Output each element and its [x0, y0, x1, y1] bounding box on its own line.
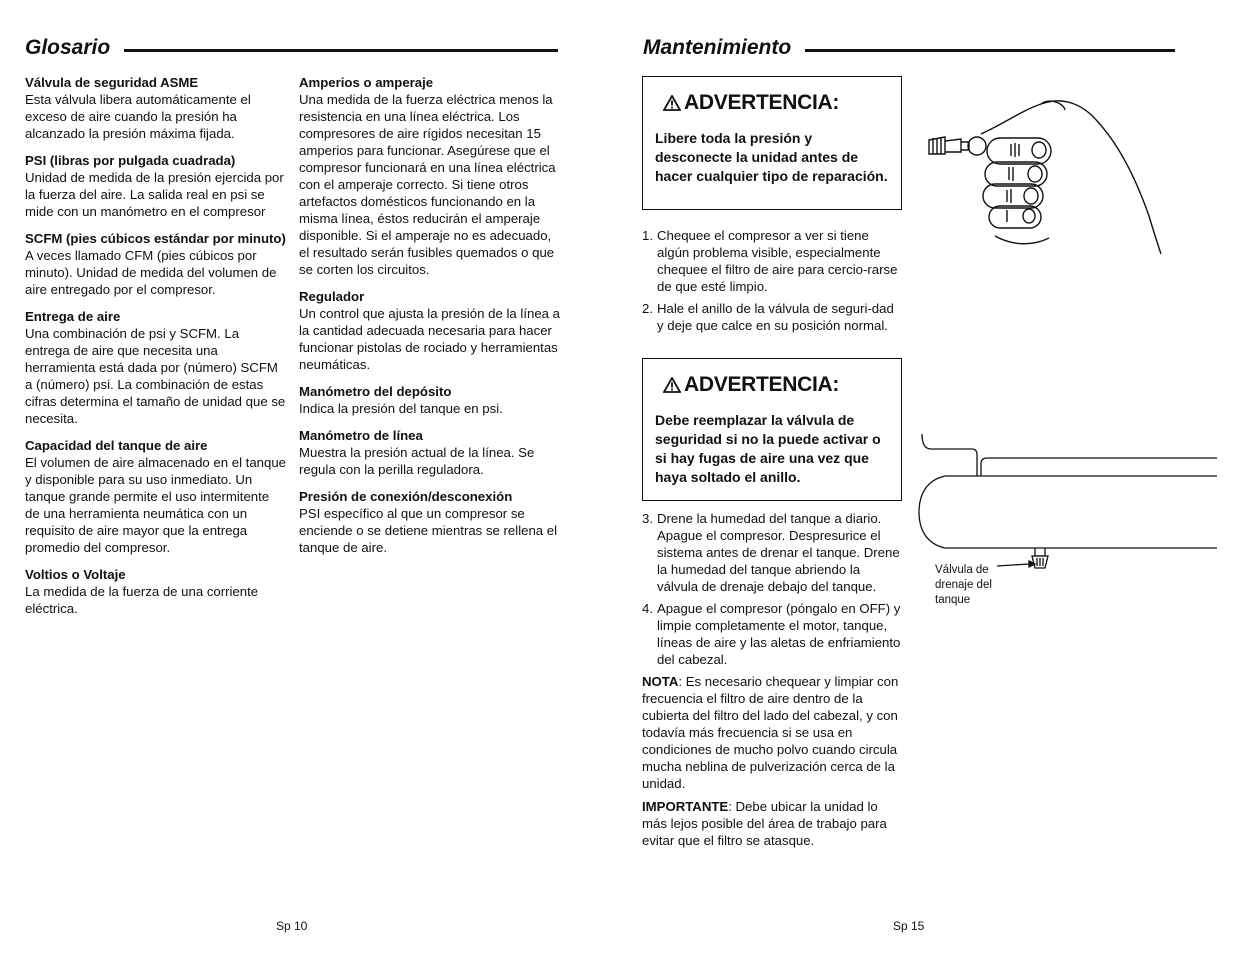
warning-title-text: ADVERTENCIA:	[684, 373, 840, 396]
step-number: 4.	[642, 601, 653, 616]
step-item	[642, 510, 904, 595]
glossary-term: Regulador	[299, 289, 365, 304]
caption-line: Válvula de	[935, 564, 989, 576]
warning-title-text: ADVERTENCIA:	[684, 91, 840, 114]
glossary-column-1	[25, 74, 287, 627]
glossary-definition: Indica la presión del tanque en psi.	[299, 401, 503, 416]
glossary-definition: PSI específico al que un compresor se enciende o se detiene mientras se rellena el tanque de aire.	[299, 506, 558, 555]
steps-list-a	[642, 227, 904, 339]
glossary-entry	[25, 437, 287, 556]
page-number-right: Sp 15	[893, 919, 925, 933]
step-item	[642, 300, 904, 334]
warning-box-1	[642, 76, 902, 210]
glossary-term: Manómetro de línea	[299, 428, 423, 443]
warning-body: Libere toda la presión y desconecte la unidad antes de hacer cualquier tipo de reparación.	[655, 130, 888, 184]
step-text: Hale el anillo de la válvula de seguri-dad y deje que calce en su posición normal.	[657, 301, 894, 333]
glossary-term: Presión de conexión/desconexión	[299, 489, 513, 504]
step-number: 1.	[642, 228, 653, 243]
glossary-term: Capacidad del tanque de aire	[25, 438, 208, 453]
warning-box-2	[642, 358, 902, 501]
glossary-definition: Un control que ajusta la presión de la línea a la cantidad adecuada necesaria para hacer funcionar pistolas de rociado y herramientas neumáticas.	[299, 306, 560, 372]
glossary-entry	[25, 308, 287, 427]
step-number: 3.	[642, 511, 653, 526]
importante-text: : Debe ubicar la unidad lo más lejos posible del área de trabajo para evitar que el filtro se atasque.	[642, 799, 887, 848]
step-item	[642, 227, 904, 295]
glossary-term: Válvula de seguridad ASME	[25, 75, 199, 90]
step-item	[642, 600, 904, 668]
importante-label: IMPORTANTE	[642, 799, 729, 814]
right-page	[617, 0, 1235, 954]
mantenimiento-header	[643, 36, 1175, 60]
tank-drain-valve-illustration	[917, 424, 1217, 574]
glossary-term: SCFM (pies cúbicos estándar por minuto)	[25, 231, 286, 246]
header-rule	[124, 49, 558, 52]
glossary-entry	[299, 383, 561, 417]
step-number: 2.	[642, 301, 653, 316]
page-number-left: Sp 10	[276, 919, 308, 933]
importante-paragraph	[642, 798, 904, 849]
nota-text: : Es necesario chequear y limpiar con frecuencia el filtro de aire dentro de la cubierta del filtro del lado del cabezal, y con todavía más frecuencia si se usa en condiciones de mucho polvo cuando circula mucha neblina de pulverización cerca de la unidad.	[642, 674, 899, 791]
glossary-definition: Unidad de medida de la presión ejercida por la fuerza del aire. La salida real en psi se mide con un manómetro en el compresor	[25, 170, 284, 219]
glossary-term: Voltios o Voltaje	[25, 567, 126, 582]
glossary-entry	[299, 488, 561, 556]
hand-pulling-valve-ring-illustration	[923, 96, 1193, 256]
glosario-header	[25, 36, 558, 60]
warning-triangle-icon	[663, 95, 681, 111]
nota-label: NOTA	[642, 674, 679, 689]
glossary-definition: Muestra la presión actual de la línea. Se regula con la perilla reguladora.	[299, 445, 535, 477]
glossary-entry	[25, 566, 287, 617]
glossary-column-2	[299, 74, 561, 566]
nota-paragraph	[642, 673, 904, 792]
warning-body: Debe reemplazar la válvula de seguridad si no la puede activar o si hay fugas de aire una vez que haya soltado el anillo.	[655, 412, 881, 485]
caption-line: tanque	[935, 594, 971, 606]
header-rule	[805, 49, 1175, 52]
glossary-definition: A veces llamado CFM (pies cúbicos por minuto). Unidad de medida del volumen de aire entregado por el compresor.	[25, 248, 277, 297]
glossary-definition: Esta válvula libera automáticamente el exceso de aire cuando la presión ha alcanzado la presión máxima fijada.	[25, 92, 251, 141]
glossary-entry	[299, 288, 561, 373]
glossary-definition: La medida de la fuerza de una corriente eléctrica.	[25, 584, 259, 616]
warning-title	[663, 91, 889, 115]
glossary-term: PSI (libras por pulgada cuadrada)	[25, 153, 236, 168]
page-title-mantenimiento: Mantenimiento	[643, 36, 792, 59]
glossary-entry	[299, 74, 561, 278]
left-page	[0, 0, 617, 954]
glossary-definition: El volumen de aire almacenado en el tanque y disponible para su uso inmediato. Un tanque grande permite el uso intermitente de una herramienta neumática con un requisito de aire mayor que la entrega promedio del compresor.	[25, 455, 286, 555]
drain-valve-caption	[935, 563, 992, 608]
glossary-term: Manómetro del depósito	[299, 384, 452, 399]
glossary-entry	[25, 74, 287, 142]
glossary-term: Entrega de aire	[25, 309, 121, 324]
glossary-entry	[299, 427, 561, 478]
page-title-glosario: Glosario	[25, 36, 111, 59]
glossary-entry	[25, 152, 287, 220]
glossary-term: Amperios o amperaje	[299, 75, 434, 90]
step-text: Drene la humedad del tanque a diario. Apague el compresor. Despresurice el sistema antes de drenar el tanque. Drene la humedad del tanque abriendo la válvula de drenaje debajo del tanque.	[657, 511, 900, 594]
step-text: Apague el compresor (póngalo en OFF) y limpie completamente el motor, tanque, líneas de aire y las aletas de enfriamiento del cabezal.	[657, 601, 901, 667]
glossary-entry	[25, 230, 287, 298]
glossary-definition: Una medida de la fuerza eléctrica menos la resistencia en una línea eléctrica. Los compresores de aire rígidos necesitan 15 amperios para funcionar. Asegúrese que el compresor funcionará en una línea eléctrica con el amperaje correcto. Si tiene otros artefactos domésticos funcionando en la misma línea, éstos reducirán el amperaje disponible. Si el amperaje no es adecuado, el resultado serán fusibles quemados o que se corten los circuitos.	[299, 92, 556, 277]
warning-triangle-icon	[663, 377, 681, 393]
glossary-definition: Una combinación de psi y SCFM. La entrega de aire que necesita una herramienta está dada por (número) SCFM a (número) psi. La combinación de estas cifras determina el tamaño de unidad que se necesita.	[25, 326, 286, 426]
caption-line: drenaje del	[935, 579, 992, 591]
step-text: Chequee el compresor a ver si tiene algún problema visible, especialmente chequee el filtro de aire para cercio-rarse de que esté limpio.	[657, 228, 898, 294]
steps-list-b	[642, 510, 904, 855]
warning-title	[663, 373, 889, 397]
